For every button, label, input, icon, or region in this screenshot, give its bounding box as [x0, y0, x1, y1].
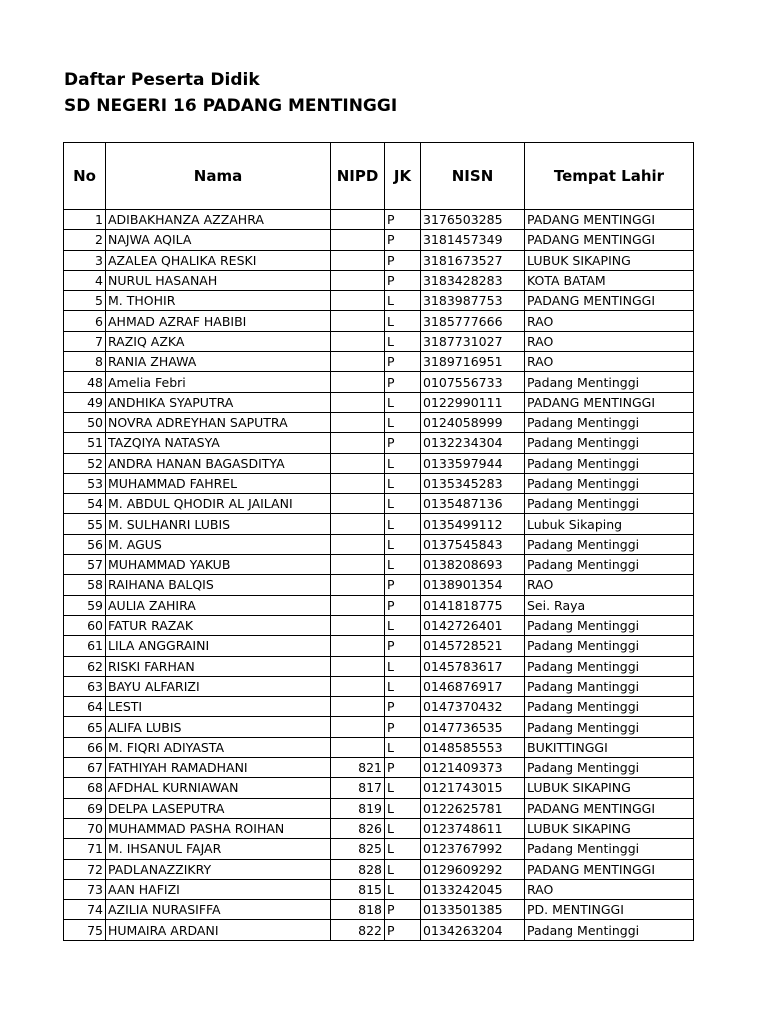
cell-nama: Amelia Febri — [106, 372, 331, 392]
cell-no: 66 — [64, 737, 106, 757]
cell-nisn: 0107556733 — [421, 372, 525, 392]
cell-nama: ANDHIKA SYAPUTRA — [106, 392, 331, 412]
cell-nipd — [331, 412, 385, 432]
table-header-row — [64, 143, 694, 210]
cell-nipd — [331, 392, 385, 412]
table-row — [64, 595, 694, 615]
cell-tempat-lahir: Padang Mantinggi — [525, 676, 694, 696]
cell-nama: LILA ANGGRAINI — [106, 636, 331, 656]
cell-no: 52 — [64, 453, 106, 473]
cell-jk: L — [385, 291, 421, 311]
cell-nisn: 3181673527 — [421, 250, 525, 270]
table-row — [64, 230, 694, 250]
table-row — [64, 818, 694, 838]
cell-no: 62 — [64, 656, 106, 676]
cell-nipd — [331, 717, 385, 737]
cell-nisn: 0134263204 — [421, 920, 525, 940]
cell-nama: M. ABDUL QHODIR AL JAILANI — [106, 494, 331, 514]
cell-tempat-lahir: Padang Mentinggi — [525, 494, 694, 514]
table-row — [64, 697, 694, 717]
cell-nama: FATHIYAH RAMADHANI — [106, 758, 331, 778]
cell-nama: NURUL HASANAH — [106, 270, 331, 290]
table-row — [64, 615, 694, 635]
cell-tempat-lahir: Padang Mentinggi — [525, 920, 694, 940]
cell-nisn: 0138208693 — [421, 555, 525, 575]
table-row — [64, 210, 694, 230]
cell-nisn: 0135345283 — [421, 473, 525, 493]
cell-nama: BAYU ALFARIZI — [106, 676, 331, 696]
cell-jk: P — [385, 433, 421, 453]
table-row — [64, 392, 694, 412]
cell-no: 5 — [64, 291, 106, 311]
cell-nisn: 3189716951 — [421, 352, 525, 372]
cell-jk: L — [385, 412, 421, 432]
cell-tempat-lahir: RAO — [525, 352, 694, 372]
cell-tempat-lahir: RAO — [525, 575, 694, 595]
cell-jk: P — [385, 717, 421, 737]
cell-nama: MUHAMMAD YAKUB — [106, 555, 331, 575]
table-row — [64, 920, 694, 940]
cell-no: 67 — [64, 758, 106, 778]
cell-tempat-lahir: RAO — [525, 311, 694, 331]
cell-nisn: 0124058999 — [421, 412, 525, 432]
cell-tempat-lahir: Padang Mentinggi — [525, 473, 694, 493]
cell-jk: L — [385, 676, 421, 696]
cell-jk: P — [385, 697, 421, 717]
cell-nipd: 819 — [331, 798, 385, 818]
table-row — [64, 494, 694, 514]
cell-tempat-lahir: LUBUK SIKAPING — [525, 818, 694, 838]
table-row — [64, 250, 694, 270]
cell-no: 6 — [64, 311, 106, 331]
cell-tempat-lahir: Padang Mentinggi — [525, 433, 694, 453]
cell-nama: ADIBAKHANZA AZZAHRA — [106, 210, 331, 230]
table-row — [64, 352, 694, 372]
table-row — [64, 636, 694, 656]
cell-nisn: 3183428283 — [421, 270, 525, 290]
school-name: SD NEGERI 16 PADANG MENTINGGI — [64, 96, 398, 116]
cell-nama: DELPA LASEPUTRA — [106, 798, 331, 818]
cell-jk: L — [385, 392, 421, 412]
table-row — [64, 778, 694, 798]
cell-no: 48 — [64, 372, 106, 392]
cell-nama: AAN HAFIZI — [106, 879, 331, 899]
cell-tempat-lahir: LUBUK SIKAPING — [525, 250, 694, 270]
cell-no: 56 — [64, 534, 106, 554]
cell-nisn: 0141818775 — [421, 595, 525, 615]
cell-nipd — [331, 494, 385, 514]
table-row — [64, 859, 694, 879]
cell-tempat-lahir: PADANG MENTINGGI — [525, 291, 694, 311]
cell-tempat-lahir: PADANG MENTINGGI — [525, 798, 694, 818]
table-row — [64, 676, 694, 696]
cell-jk: P — [385, 920, 421, 940]
table-row — [64, 839, 694, 859]
cell-nisn: 0123767992 — [421, 839, 525, 859]
cell-nisn: 0137545843 — [421, 534, 525, 554]
cell-nipd: 817 — [331, 778, 385, 798]
cell-jk: L — [385, 311, 421, 331]
column-header-nipd: NIPD — [331, 143, 385, 210]
cell-tempat-lahir: PADANG MENTINGGI — [525, 392, 694, 412]
cell-nisn: 3181457349 — [421, 230, 525, 250]
cell-nipd: 821 — [331, 758, 385, 778]
cell-nama: FATUR RAZAK — [106, 615, 331, 635]
cell-nipd: 815 — [331, 879, 385, 899]
cell-no: 7 — [64, 331, 106, 351]
cell-no: 73 — [64, 879, 106, 899]
cell-no: 1 — [64, 210, 106, 230]
cell-nama: TAZQIYA NATASYA — [106, 433, 331, 453]
cell-jk: P — [385, 352, 421, 372]
cell-tempat-lahir: Padang Mentinggi — [525, 656, 694, 676]
cell-jk: L — [385, 331, 421, 351]
cell-no: 51 — [64, 433, 106, 453]
cell-no: 61 — [64, 636, 106, 656]
cell-nisn: 0132234304 — [421, 433, 525, 453]
cell-nipd — [331, 636, 385, 656]
cell-jk: L — [385, 778, 421, 798]
table-row — [64, 453, 694, 473]
cell-nama: RANIA ZHAWA — [106, 352, 331, 372]
cell-nipd — [331, 534, 385, 554]
cell-jk: L — [385, 879, 421, 899]
cell-no: 3 — [64, 250, 106, 270]
column-header-nama: Nama — [106, 143, 331, 210]
cell-nama: AULIA ZAHIRA — [106, 595, 331, 615]
cell-nama: M. AGUS — [106, 534, 331, 554]
table-row — [64, 900, 694, 920]
cell-tempat-lahir: PADANG MENTINGGI — [525, 230, 694, 250]
cell-no: 49 — [64, 392, 106, 412]
cell-no: 59 — [64, 595, 106, 615]
cell-tempat-lahir: Padang Mentinggi — [525, 615, 694, 635]
table-row — [64, 879, 694, 899]
cell-tempat-lahir: Lubuk Sikaping — [525, 514, 694, 534]
cell-no: 55 — [64, 514, 106, 534]
cell-jk: P — [385, 250, 421, 270]
cell-nipd — [331, 676, 385, 696]
cell-tempat-lahir: BUKITTINGGI — [525, 737, 694, 757]
cell-no: 68 — [64, 778, 106, 798]
cell-nipd — [331, 250, 385, 270]
cell-nama: MUHAMMAD FAHREL — [106, 473, 331, 493]
cell-jk: P — [385, 636, 421, 656]
cell-nipd — [331, 230, 385, 250]
cell-nipd — [331, 595, 385, 615]
cell-no: 57 — [64, 555, 106, 575]
cell-nama: NAJWA AQILA — [106, 230, 331, 250]
table-row — [64, 331, 694, 351]
cell-nama: AZALEA QHALIKA RESKI — [106, 250, 331, 270]
cell-nisn: 0121409373 — [421, 758, 525, 778]
cell-jk: L — [385, 839, 421, 859]
cell-tempat-lahir: Padang Mentinggi — [525, 412, 694, 432]
cell-nisn: 3187731027 — [421, 331, 525, 351]
cell-nipd: 822 — [331, 920, 385, 940]
cell-tempat-lahir: PADANG MENTINGGI — [525, 859, 694, 879]
cell-jk: L — [385, 615, 421, 635]
cell-no: 8 — [64, 352, 106, 372]
cell-nipd: 818 — [331, 900, 385, 920]
column-header-tempat-lahir: Tempat Lahir — [525, 143, 694, 210]
cell-nisn: 0142726401 — [421, 615, 525, 635]
cell-nisn: 0133501385 — [421, 900, 525, 920]
cell-nipd: 828 — [331, 859, 385, 879]
cell-nama: HUMAIRA ARDANI — [106, 920, 331, 940]
cell-nama: M. IHSANUL FAJAR — [106, 839, 331, 859]
cell-jk: L — [385, 859, 421, 879]
cell-nama: M. FIQRI ADIYASTA — [106, 737, 331, 757]
cell-nama: M. SULHANRI LUBIS — [106, 514, 331, 534]
cell-nipd — [331, 697, 385, 717]
cell-nama: ALIFA LUBIS — [106, 717, 331, 737]
cell-tempat-lahir: RAO — [525, 331, 694, 351]
cell-nisn: 0135499112 — [421, 514, 525, 534]
cell-jk: L — [385, 534, 421, 554]
table-row — [64, 758, 694, 778]
cell-nisn: 0122990111 — [421, 392, 525, 412]
cell-nama: AHMAD AZRAF HABIBI — [106, 311, 331, 331]
cell-jk: P — [385, 595, 421, 615]
cell-nama: NOVRA ADREYHAN SAPUTRA — [106, 412, 331, 432]
cell-nama: LESTI — [106, 697, 331, 717]
cell-tempat-lahir: LUBUK SIKAPING — [525, 778, 694, 798]
student-table — [63, 142, 694, 941]
cell-nama: MUHAMMAD PASHA ROIHAN — [106, 818, 331, 838]
cell-no: 2 — [64, 230, 106, 250]
cell-nisn: 3183987753 — [421, 291, 525, 311]
cell-nisn: 0145728521 — [421, 636, 525, 656]
cell-tempat-lahir: KOTA BATAM — [525, 270, 694, 290]
cell-nipd — [331, 656, 385, 676]
cell-nisn: 0147370432 — [421, 697, 525, 717]
cell-nama: M. THOHIR — [106, 291, 331, 311]
table-row — [64, 534, 694, 554]
cell-no: 72 — [64, 859, 106, 879]
cell-nisn: 3176503285 — [421, 210, 525, 230]
table-row — [64, 717, 694, 737]
cell-nipd — [331, 473, 385, 493]
cell-nama: AFDHAL KURNIAWAN — [106, 778, 331, 798]
cell-nipd — [331, 311, 385, 331]
table-row — [64, 555, 694, 575]
column-header-jk: JK — [385, 143, 421, 210]
cell-jk: P — [385, 270, 421, 290]
cell-nipd — [331, 514, 385, 534]
document-title: Daftar Peserta Didik — [64, 70, 260, 90]
cell-nisn: 0145783617 — [421, 656, 525, 676]
cell-no: 65 — [64, 717, 106, 737]
cell-nisn: 0138901354 — [421, 575, 525, 595]
table-row — [64, 473, 694, 493]
cell-jk: P — [385, 575, 421, 595]
cell-jk: L — [385, 818, 421, 838]
cell-nisn: 0123748611 — [421, 818, 525, 838]
column-header-nisn: NISN — [421, 143, 525, 210]
table-row — [64, 412, 694, 432]
cell-no: 4 — [64, 270, 106, 290]
table-row — [64, 311, 694, 331]
cell-nipd — [331, 453, 385, 473]
cell-no: 50 — [64, 412, 106, 432]
cell-nama: PADLANAZZIKRY — [106, 859, 331, 879]
cell-no: 69 — [64, 798, 106, 818]
column-header-no: No — [64, 143, 106, 210]
cell-nama: ANDRA HANAN BAGASDITYA — [106, 453, 331, 473]
cell-nisn: 0146876917 — [421, 676, 525, 696]
cell-nisn: 0135487136 — [421, 494, 525, 514]
table-row — [64, 737, 694, 757]
cell-nipd — [331, 555, 385, 575]
cell-no: 71 — [64, 839, 106, 859]
cell-nisn: 0122625781 — [421, 798, 525, 818]
cell-tempat-lahir: PD. MENTINGGI — [525, 900, 694, 920]
cell-nama: AZILIA NURASIFFA — [106, 900, 331, 920]
table-row — [64, 514, 694, 534]
table-row — [64, 433, 694, 453]
cell-no: 54 — [64, 494, 106, 514]
cell-nisn: 0147736535 — [421, 717, 525, 737]
cell-nama: RISKI FARHAN — [106, 656, 331, 676]
cell-tempat-lahir: Padang Mentinggi — [525, 839, 694, 859]
cell-nama: RAIHANA BALQIS — [106, 575, 331, 595]
cell-no: 58 — [64, 575, 106, 595]
cell-tempat-lahir: Padang Mentinggi — [525, 697, 694, 717]
cell-nipd: 826 — [331, 818, 385, 838]
cell-no: 64 — [64, 697, 106, 717]
cell-nisn: 0148585553 — [421, 737, 525, 757]
table-row — [64, 372, 694, 392]
cell-no: 63 — [64, 676, 106, 696]
cell-no: 75 — [64, 920, 106, 940]
cell-nipd — [331, 291, 385, 311]
cell-tempat-lahir: Padang Mentinggi — [525, 453, 694, 473]
table-row — [64, 798, 694, 818]
cell-jk: L — [385, 514, 421, 534]
cell-jk: L — [385, 453, 421, 473]
cell-nipd — [331, 615, 385, 635]
cell-no: 74 — [64, 900, 106, 920]
table-row — [64, 270, 694, 290]
cell-nipd — [331, 372, 385, 392]
cell-jk: P — [385, 210, 421, 230]
cell-tempat-lahir: Padang Mentinggi — [525, 534, 694, 554]
cell-tempat-lahir: Sei. Raya — [525, 595, 694, 615]
cell-nipd — [331, 352, 385, 372]
cell-jk: L — [385, 494, 421, 514]
cell-tempat-lahir: Padang Mentinggi — [525, 636, 694, 656]
cell-jk: L — [385, 656, 421, 676]
cell-nisn: 3185777666 — [421, 311, 525, 331]
cell-nisn: 0133242045 — [421, 879, 525, 899]
cell-nipd — [331, 331, 385, 351]
cell-nipd — [331, 210, 385, 230]
cell-nipd — [331, 270, 385, 290]
cell-nisn: 0121743015 — [421, 778, 525, 798]
cell-tempat-lahir: Padang Mentinggi — [525, 372, 694, 392]
table-row — [64, 291, 694, 311]
table-row — [64, 656, 694, 676]
cell-nisn: 0129609292 — [421, 859, 525, 879]
cell-tempat-lahir: Padang Mentinggi — [525, 717, 694, 737]
cell-tempat-lahir: Padang Mentinggi — [525, 758, 694, 778]
cell-jk: P — [385, 372, 421, 392]
cell-jk: L — [385, 737, 421, 757]
cell-no: 70 — [64, 818, 106, 838]
cell-tempat-lahir: PADANG MENTINGGI — [525, 210, 694, 230]
cell-jk: P — [385, 230, 421, 250]
cell-nama: RAZIQ AZKA — [106, 331, 331, 351]
cell-jk: P — [385, 758, 421, 778]
cell-nipd — [331, 737, 385, 757]
cell-nipd — [331, 575, 385, 595]
cell-tempat-lahir: RAO — [525, 879, 694, 899]
cell-nipd: 825 — [331, 839, 385, 859]
cell-tempat-lahir: Padang Mentinggi — [525, 555, 694, 575]
cell-nipd — [331, 433, 385, 453]
cell-jk: L — [385, 555, 421, 575]
cell-jk: P — [385, 900, 421, 920]
cell-nisn: 0133597944 — [421, 453, 525, 473]
cell-jk: L — [385, 798, 421, 818]
cell-no: 53 — [64, 473, 106, 493]
table-row — [64, 575, 694, 595]
cell-jk: L — [385, 473, 421, 493]
cell-no: 60 — [64, 615, 106, 635]
